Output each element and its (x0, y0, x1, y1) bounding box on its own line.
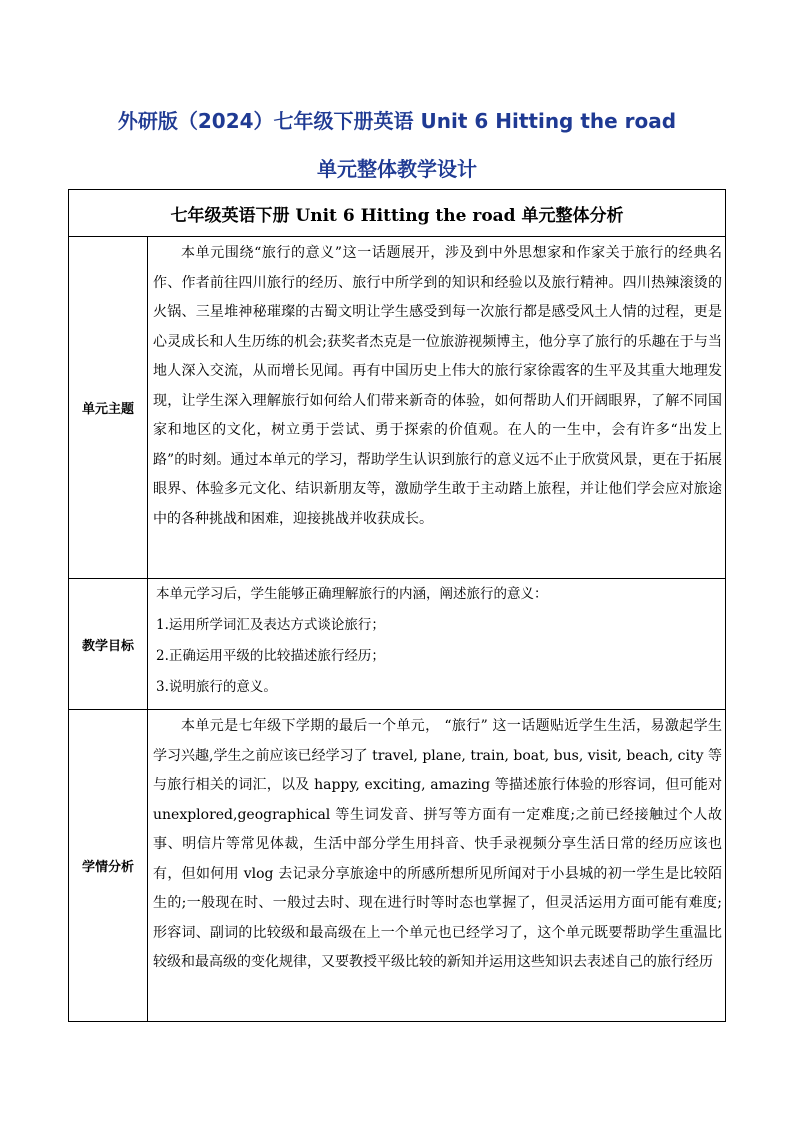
theme-text: 本单元围绕“旅行的意义”这一话题展开，涉及到中外思想家和作家关于旅行的经典名作、作者前往四川旅行的经历、旅行中所学到的知识和经验以及旅行精神。四川热辣滚烫的火锅、三星堆神秘璀璨的古蜀文明让学生感受到每一次旅行都是感受风土人情的过程，更是心灵成长和人生历练的机会;获奖者杰克是一位旅游视频博主，他分享了旅行的乐趣在于与当地人深入交流，从而增长见闻。再有中国历史上伟大的旅行家徐霞客的生平及其重大地理发现，让学生深入理解旅行如何给人们带来新奇的体验，如何帮助人们开阔眼界，了解不同国家和地区的文化，树立勇于尝试、勇于探索的价值观。在人的一生中，会有许多“出发上路”的时刻。通过本单元的学习，帮助学生认识到旅行的意义远不止于欣赏风景，更在于拓展眼界、体验多元文化、结识新朋友等，激励学生敢于主动踏上旅程，并让他们学会应对旅途中的各种挑战和困难，迎接挑战并收获成长。 (153, 245, 722, 527)
table-header-row (69, 190, 726, 237)
table-row (69, 237, 726, 579)
row-content-goals (148, 579, 726, 710)
analysis-text: 本单元是七年级下学期的最后一个单元， “旅行” 这一话题贴近学生生活，易激起学生学习兴趣,学生之前应该已经学习了 travel, plane, train, boat, bus, visit, beach, city 等与旅行相关的词汇，以及 happy, exciting, amazing 等描述旅行体验的形容词，但可能对 unexplored,geographical 等生词发音、拼写等方面有一定难度;之前已经接触过个人故事、明信片等常见体裁，生活中部分学生用抖音、快手录视频分享生活日常的经历应该也有，但如何用 vlog 去记录分享旅途中的所感所想所见所闻对于小县城的初一学生是比较陌生的;一般现在时、一般过去时、现在进行时等时态也掌握了，但灵活运用方面可能有难度;形容词、副词的比较级和最高级在上一个单元也已经学习了，这个单元既要帮助学生重温比较级和最高级的变化规律，又要教授平级比较的新知并运用这些知识去表述自己的旅行经历 (153, 718, 722, 970)
table-header: 七年级英语下册 Unit 6 Hitting the road 单元整体分析 (69, 190, 726, 237)
table-row (69, 710, 726, 1022)
row-label-theme: 单元主题 (69, 237, 148, 579)
row-label-analysis: 学情分析 (69, 710, 148, 1022)
table-row (69, 579, 726, 710)
document-subtitle: 单元整体教学设计 (317, 157, 477, 181)
unit-analysis-table (68, 189, 726, 1022)
goal-item: 3.说明旅行的意义。 (156, 679, 277, 695)
document-title: 外研版（2024）七年级下册英语 Unit 6 Hitting the road (117, 109, 677, 133)
row-content-theme (148, 237, 726, 579)
goal-item: 2.正确运用平级的比较描述旅行经历； (156, 648, 385, 664)
row-content-analysis (148, 710, 726, 1022)
row-label-goals: 教学目标 (69, 579, 148, 710)
goals-intro: 本单元学习后，学生能够正确理解旅行的内涵，阐述旅行的意义： (156, 586, 548, 602)
goal-item: 1.运用所学词汇及表达方式谈论旅行； (156, 617, 385, 633)
